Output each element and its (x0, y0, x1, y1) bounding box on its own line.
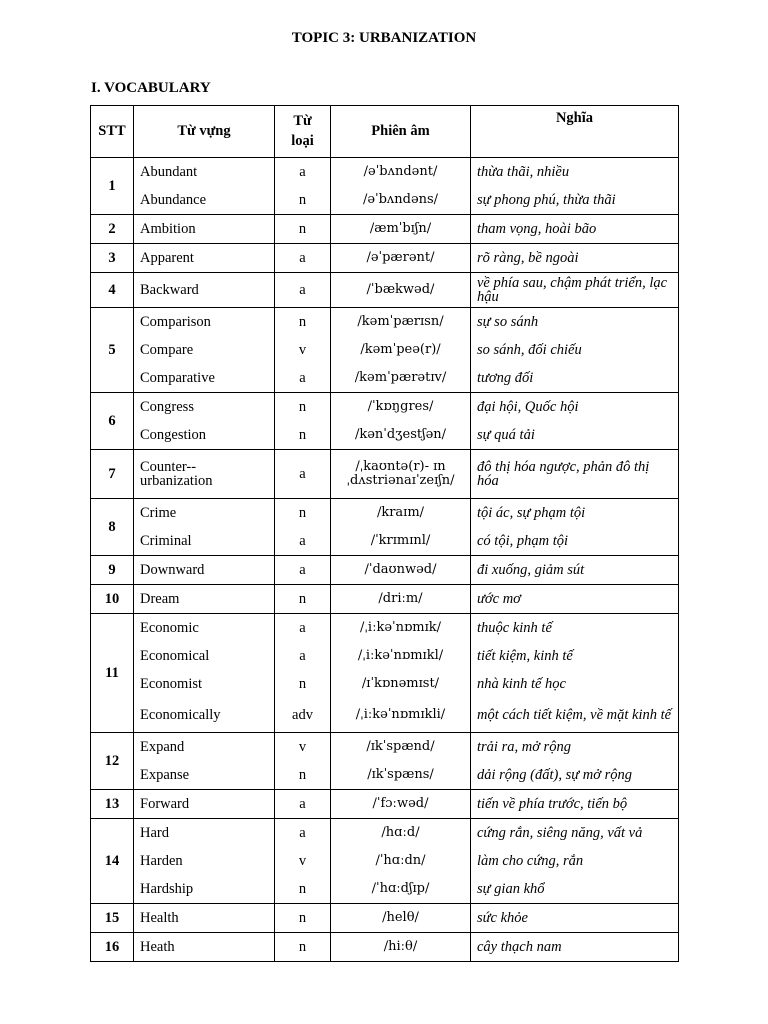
type-text: n (298, 767, 307, 783)
word-text: Abundant (140, 164, 198, 180)
type-text: a (299, 620, 306, 636)
word-cell (134, 215, 275, 244)
word-cell (134, 819, 275, 904)
type-text: n (298, 314, 307, 330)
word-text: Expand (140, 739, 185, 755)
word-cell (134, 244, 275, 273)
word-cell (134, 556, 275, 585)
section-title: I. VOCABULARY (91, 80, 211, 96)
ipa-text: /ˈkɒŋgres/ (367, 399, 434, 414)
meaning-text: dải rộng (đất), sự mở rộng (477, 767, 633, 783)
word-cell (134, 308, 275, 393)
word-text: Economic (140, 620, 199, 636)
table-row (91, 244, 679, 273)
meaning-text: sự gian khổ (477, 881, 545, 897)
ipa-cell (331, 308, 471, 393)
table-row (91, 614, 679, 733)
type-text: a (299, 562, 306, 578)
word-text: Criminal (140, 533, 192, 549)
word-text: Heath (140, 939, 175, 955)
word-text: Counter--urbanization (140, 459, 213, 489)
word-text: Abundance (140, 192, 207, 208)
meaning-cell (471, 556, 679, 585)
type-text: n (298, 881, 307, 897)
type-text: n (298, 192, 307, 208)
meaning-cell (471, 393, 679, 450)
type-text: a (299, 282, 306, 298)
meaning-cell (471, 585, 679, 614)
table-header-row (91, 106, 679, 158)
ipa-text: /ˌkaʊntə(r)- ɪn ˌdʌstriənaɪˈzeɪʃn/ (346, 459, 455, 488)
ipa-cell (331, 215, 471, 244)
word-text: Economical (140, 648, 210, 664)
row-number: 13 (91, 790, 134, 819)
type-cell (275, 308, 331, 393)
meaning-text: đô thị hóa ngược, phản đô thị hóa (477, 459, 650, 489)
ipa-text: /hiːθ/ (383, 939, 418, 954)
table-row (91, 933, 679, 962)
type-text: n (298, 591, 307, 607)
table-row (91, 556, 679, 585)
meaning-text: sự phong phú, thừa thãi (477, 192, 616, 208)
type-text: a (299, 370, 306, 386)
word-text: Ambition (140, 221, 196, 237)
header-type-label: Từ loại (291, 112, 314, 149)
word-cell (134, 393, 275, 450)
table-row (91, 158, 679, 215)
ipa-text: /ˈbækwəd/ (366, 282, 435, 297)
ipa-cell (331, 499, 471, 556)
row-number: 15 (91, 904, 134, 933)
meaning-text: rõ ràng, bề ngoài (477, 250, 579, 266)
ipa-cell (331, 904, 471, 933)
table-row (91, 733, 679, 790)
table-row (91, 790, 679, 819)
meaning-cell (471, 733, 679, 790)
type-text: n (298, 427, 307, 443)
type-cell (275, 393, 331, 450)
ipa-text: /helθ/ (382, 910, 419, 925)
row-number: 2 (91, 215, 134, 244)
row-number: 7 (91, 450, 134, 499)
meaning-text: về phía sau, chậm phát triển, lạc hậu (477, 275, 668, 305)
meaning-text: tiến về phía trước, tiến bộ (477, 796, 628, 812)
type-text: n (298, 676, 307, 692)
header-stt: STT (91, 106, 134, 158)
type-cell (275, 556, 331, 585)
meaning-text: cây thạch nam (477, 939, 562, 955)
ipa-cell (331, 556, 471, 585)
header-meaning: Nghĩa (471, 106, 679, 158)
meaning-text: cứng rắn, siêng năng, vất vả (477, 825, 643, 841)
ipa-text: /æmˈbɪʃn/ (369, 221, 432, 236)
ipa-text: /əˈbʌndəns/ (362, 192, 439, 207)
word-cell (134, 790, 275, 819)
ipa-text: /ˈkrɪmɪnl/ (370, 533, 431, 548)
type-cell (275, 158, 331, 215)
ipa-text: /ˈhɑːdʃɪp/ (371, 881, 430, 896)
ipa-text: /ˌiːkəˈnɒmɪkl/ (357, 648, 444, 663)
word-text: Harden (140, 853, 183, 869)
type-text: n (298, 221, 307, 237)
ipa-text: /ɪkˈspæns/ (367, 767, 434, 782)
row-number: 4 (91, 273, 134, 308)
word-text: Compare (140, 342, 194, 358)
word-text: Economically (140, 707, 221, 723)
meaning-cell (471, 244, 679, 273)
row-number: 8 (91, 499, 134, 556)
word-text: Comparative (140, 370, 215, 386)
type-cell (275, 244, 331, 273)
type-text: v (298, 342, 307, 358)
ipa-cell (331, 614, 471, 733)
ipa-cell (331, 790, 471, 819)
meaning-cell (471, 904, 679, 933)
word-text: Backward (140, 282, 199, 298)
type-text: a (299, 533, 306, 549)
meaning-cell (471, 499, 679, 556)
word-text: Downward (140, 562, 205, 578)
meaning-cell (471, 819, 679, 904)
table-row (91, 450, 679, 499)
type-cell (275, 215, 331, 244)
ipa-text: /hɑːd/ (381, 825, 420, 840)
row-number: 1 (91, 158, 134, 215)
meaning-text: ước mơ (477, 591, 521, 607)
header-type (275, 106, 331, 158)
type-cell (275, 933, 331, 962)
type-cell (275, 585, 331, 614)
ipa-text: /kraɪm/ (376, 505, 425, 520)
row-number: 9 (91, 556, 134, 585)
word-cell (134, 904, 275, 933)
page-title: TOPIC 3: URBANIZATION (291, 30, 477, 46)
row-number: 5 (91, 308, 134, 393)
header-word: Từ vựng (134, 106, 275, 158)
ipa-text: /kənˈdʒestʃən/ (354, 427, 447, 442)
type-cell (275, 614, 331, 733)
type-cell (275, 273, 331, 308)
word-text: Comparison (140, 314, 211, 330)
meaning-text: nhà kinh tế học (477, 676, 566, 692)
word-cell (134, 585, 275, 614)
row-number: 10 (91, 585, 134, 614)
ipa-text: /ˈhɑːdn/ (375, 853, 426, 868)
ipa-text: /ˈfɔːwəd/ (372, 796, 429, 811)
type-text: n (298, 910, 307, 926)
ipa-cell (331, 819, 471, 904)
row-number: 6 (91, 393, 134, 450)
word-text: Hard (140, 825, 169, 841)
ipa-text: /kəmˈpeə(r)/ (360, 342, 441, 357)
meaning-text: một cách tiết kiệm, về mặt kinh tế (477, 707, 672, 723)
meaning-text: sự quá tải (477, 427, 535, 443)
ipa-cell (331, 450, 471, 499)
meaning-cell (471, 450, 679, 499)
type-cell (275, 790, 331, 819)
type-cell (275, 819, 331, 904)
ipa-text: /ɪkˈspænd/ (366, 739, 435, 754)
ipa-cell (331, 933, 471, 962)
word-text: Forward (140, 796, 190, 812)
type-text: a (299, 164, 306, 180)
meaning-text: tội ác, sự phạm tội (477, 505, 586, 521)
row-number: 16 (91, 933, 134, 962)
type-text: a (299, 250, 306, 266)
type-text: n (298, 939, 307, 955)
meaning-cell (471, 273, 679, 308)
vocabulary-table (90, 105, 679, 962)
table-row (91, 585, 679, 614)
word-cell (134, 933, 275, 962)
ipa-text: /ˈdaʊnwəd/ (364, 562, 437, 577)
word-text: Hardship (140, 881, 194, 897)
table-row (91, 904, 679, 933)
table-row (91, 819, 679, 904)
meaning-text: thừa thãi, nhiều (477, 164, 570, 180)
table-row (91, 215, 679, 244)
word-text: Apparent (140, 250, 194, 266)
type-cell (275, 499, 331, 556)
word-cell (134, 450, 275, 499)
type-cell (275, 733, 331, 790)
ipa-text: /kəmˈpærətɪv/ (354, 370, 447, 385)
word-cell (134, 733, 275, 790)
meaning-text: so sánh, đối chiếu (477, 342, 582, 358)
meaning-text: đi xuống, giảm sút (477, 562, 585, 578)
meaning-cell (471, 790, 679, 819)
type-cell (275, 904, 331, 933)
ipa-cell (331, 158, 471, 215)
table-row (91, 393, 679, 450)
meaning-text: trải ra, mở rộng (477, 739, 571, 755)
word-text: Health (140, 910, 179, 926)
row-number: 12 (91, 733, 134, 790)
meaning-text: sức khỏe (477, 910, 528, 926)
table-row (91, 499, 679, 556)
meaning-text: đại hội, Quốc hội (477, 399, 579, 415)
meaning-text: tương đối (477, 370, 534, 386)
meaning-cell (471, 158, 679, 215)
ipa-cell (331, 393, 471, 450)
ipa-text: /kəmˈpærɪsn/ (357, 314, 444, 329)
row-number: 14 (91, 819, 134, 904)
meaning-text: tham vọng, hoài bão (477, 221, 597, 237)
ipa-text: /ɪˈkɒnəmɪst/ (361, 676, 440, 691)
type-text: v (298, 739, 307, 755)
row-number: 11 (91, 614, 134, 733)
ipa-text: /ˌiːkəˈnɒmɪk/ (359, 620, 442, 635)
word-text: Congestion (140, 427, 207, 443)
meaning-text: làm cho cứng, rắn (477, 853, 584, 869)
meaning-cell (471, 308, 679, 393)
row-number: 3 (91, 244, 134, 273)
word-cell (134, 158, 275, 215)
type-text: a (299, 466, 306, 482)
type-text: a (299, 825, 306, 841)
word-text: Congress (140, 399, 194, 415)
ipa-cell (331, 733, 471, 790)
type-text: v (298, 853, 307, 869)
type-text: adv (292, 707, 313, 723)
word-cell (134, 273, 275, 308)
table-body (91, 158, 679, 962)
ipa-text: /əˈpærənt/ (366, 250, 435, 265)
table-row (91, 308, 679, 393)
type-text: a (299, 796, 306, 812)
table-row (91, 273, 679, 308)
ipa-cell (331, 585, 471, 614)
ipa-cell (331, 244, 471, 273)
meaning-text: thuộc kinh tế (477, 620, 552, 636)
word-text: Dream (140, 591, 180, 607)
header-ipa: Phiên âm (331, 106, 471, 158)
word-text: Expanse (140, 767, 190, 783)
type-text: n (298, 399, 307, 415)
type-text: a (299, 648, 306, 664)
word-text: Crime (140, 505, 177, 521)
ipa-text: /əˈbʌndənt/ (363, 164, 438, 179)
word-text: Economist (140, 676, 203, 692)
ipa-cell (331, 273, 471, 308)
meaning-cell (471, 933, 679, 962)
type-text: n (298, 505, 307, 521)
type-cell (275, 450, 331, 499)
ipa-text: /driːm/ (378, 591, 423, 606)
meaning-text: sự so sánh (477, 314, 539, 330)
meaning-cell (471, 614, 679, 733)
meaning-text: có tội, phạm tội (477, 533, 569, 549)
meaning-text: tiết kiệm, kinh tế (477, 648, 573, 664)
ipa-text: /ˌiːkəˈnɒmɪkli/ (355, 707, 446, 722)
word-cell (134, 499, 275, 556)
meaning-cell (471, 215, 679, 244)
word-cell (134, 614, 275, 733)
